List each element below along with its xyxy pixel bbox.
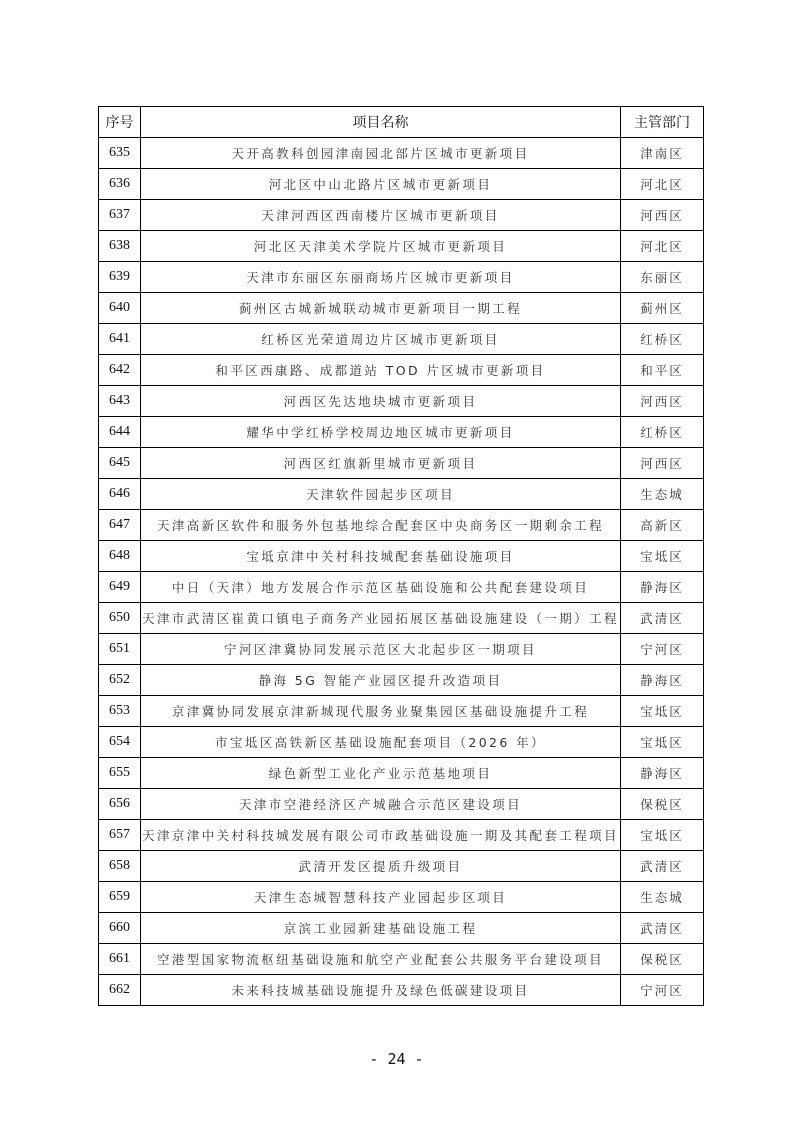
table-row bbox=[99, 789, 704, 820]
row-seq: 648 bbox=[99, 541, 141, 572]
row-seq: 641 bbox=[99, 324, 141, 355]
row-project-name: 宁河区津冀协同发展示范区大北起步区一期项目 bbox=[141, 634, 621, 665]
row-department: 宝坻区 bbox=[621, 541, 704, 572]
row-project-name: 天津市武清区崔黄口镇电子商务产业园拓展区基础设施建设（一期）工程 bbox=[141, 603, 621, 634]
row-seq: 647 bbox=[99, 510, 141, 541]
row-seq: 651 bbox=[99, 634, 141, 665]
row-seq: 662 bbox=[99, 975, 141, 1006]
table-row bbox=[99, 138, 704, 169]
row-project-name: 红桥区光荣道周边片区城市更新项目 bbox=[141, 324, 621, 355]
row-project-name: 京津冀协同发展京津新城现代服务业聚集园区基础设施提升工程 bbox=[141, 696, 621, 727]
table-row bbox=[99, 169, 704, 200]
project-table bbox=[98, 106, 704, 1006]
row-project-name: 河北区中山北路片区城市更新项目 bbox=[141, 169, 621, 200]
row-department: 生态城 bbox=[621, 882, 704, 913]
row-project-name: 武清开发区提质升级项目 bbox=[141, 851, 621, 882]
table-row bbox=[99, 758, 704, 789]
table-row bbox=[99, 293, 704, 324]
row-department: 河北区 bbox=[621, 169, 704, 200]
header-department: 主管部门 bbox=[621, 107, 704, 138]
row-seq: 653 bbox=[99, 696, 141, 727]
row-department: 红桥区 bbox=[621, 324, 704, 355]
row-department: 静海区 bbox=[621, 572, 704, 603]
row-project-name: 天津京津中关村科技城发展有限公司市政基础设施一期及其配套工程项目 bbox=[141, 820, 621, 851]
row-project-name: 天津生态城智慧科技产业园起步区项目 bbox=[141, 882, 621, 913]
row-seq: 650 bbox=[99, 603, 141, 634]
row-project-name: 京滨工业园新建基础设施工程 bbox=[141, 913, 621, 944]
table-row bbox=[99, 510, 704, 541]
table-row bbox=[99, 200, 704, 231]
row-project-name: 市宝坻区高铁新区基础设施配套项目（2026 年） bbox=[141, 727, 621, 758]
table-row bbox=[99, 882, 704, 913]
row-department: 红桥区 bbox=[621, 417, 704, 448]
table-row bbox=[99, 913, 704, 944]
row-department: 东丽区 bbox=[621, 262, 704, 293]
row-project-name: 静海 5G 智能产业园区提升改造项目 bbox=[141, 665, 621, 696]
row-project-name: 空港型国家物流枢纽基础设施和航空产业配套公共服务平台建设项目 bbox=[141, 944, 621, 975]
row-department: 河西区 bbox=[621, 386, 704, 417]
row-seq: 642 bbox=[99, 355, 141, 386]
row-project-name: 天津市空港经济区产城融合示范区建设项目 bbox=[141, 789, 621, 820]
row-department: 宝坻区 bbox=[621, 820, 704, 851]
table-row bbox=[99, 417, 704, 448]
row-seq: 637 bbox=[99, 200, 141, 231]
row-department: 宁河区 bbox=[621, 634, 704, 665]
row-department: 宁河区 bbox=[621, 975, 704, 1006]
row-project-name: 蓟州区古城新城联动城市更新项目一期工程 bbox=[141, 293, 621, 324]
header-seq: 序号 bbox=[99, 107, 141, 138]
row-department: 河西区 bbox=[621, 448, 704, 479]
row-seq: 636 bbox=[99, 169, 141, 200]
row-department: 蓟州区 bbox=[621, 293, 704, 324]
row-seq: 658 bbox=[99, 851, 141, 882]
row-department: 静海区 bbox=[621, 758, 704, 789]
table-row bbox=[99, 975, 704, 1006]
row-seq: 660 bbox=[99, 913, 141, 944]
row-department: 武清区 bbox=[621, 851, 704, 882]
table-header-row bbox=[99, 107, 704, 138]
row-project-name: 河西区红旗新里城市更新项目 bbox=[141, 448, 621, 479]
row-department: 河北区 bbox=[621, 231, 704, 262]
row-seq: 652 bbox=[99, 665, 141, 696]
row-project-name: 未来科技城基础设施提升及绿色低碳建设项目 bbox=[141, 975, 621, 1006]
table-body bbox=[99, 138, 704, 1006]
row-seq: 655 bbox=[99, 758, 141, 789]
row-seq: 661 bbox=[99, 944, 141, 975]
row-seq: 635 bbox=[99, 138, 141, 169]
table-row bbox=[99, 944, 704, 975]
page-number: - 24 - bbox=[369, 1050, 424, 1068]
row-department: 宝坻区 bbox=[621, 727, 704, 758]
row-department: 武清区 bbox=[621, 603, 704, 634]
table-row bbox=[99, 727, 704, 758]
row-seq: 645 bbox=[99, 448, 141, 479]
row-project-name: 河西区先达地块城市更新项目 bbox=[141, 386, 621, 417]
table-row bbox=[99, 231, 704, 262]
row-seq: 640 bbox=[99, 293, 141, 324]
row-project-name: 中日（天津）地方发展合作示范区基础设施和公共配套建设项目 bbox=[141, 572, 621, 603]
row-project-name: 河北区天津美术学院片区城市更新项目 bbox=[141, 231, 621, 262]
row-project-name: 和平区西康路、成都道站 TOD 片区城市更新项目 bbox=[141, 355, 621, 386]
row-department: 武清区 bbox=[621, 913, 704, 944]
row-project-name: 天津高新区软件和服务外包基地综合配套区中央商务区一期剩余工程 bbox=[141, 510, 621, 541]
table-row bbox=[99, 851, 704, 882]
table-row bbox=[99, 634, 704, 665]
row-seq: 657 bbox=[99, 820, 141, 851]
table-row bbox=[99, 603, 704, 634]
row-seq: 654 bbox=[99, 727, 141, 758]
table-row bbox=[99, 355, 704, 386]
row-project-name: 耀华中学红桥学校周边地区城市更新项目 bbox=[141, 417, 621, 448]
row-department: 保税区 bbox=[621, 944, 704, 975]
table-row bbox=[99, 572, 704, 603]
table-row bbox=[99, 820, 704, 851]
row-project-name: 天津市东丽区东丽商场片区城市更新项目 bbox=[141, 262, 621, 293]
row-department: 河西区 bbox=[621, 200, 704, 231]
row-department: 和平区 bbox=[621, 355, 704, 386]
row-seq: 659 bbox=[99, 882, 141, 913]
row-department: 津南区 bbox=[621, 138, 704, 169]
row-project-name: 天津软件园起步区项目 bbox=[141, 479, 621, 510]
row-seq: 649 bbox=[99, 572, 141, 603]
header-project-name: 项目名称 bbox=[141, 107, 621, 138]
row-department: 静海区 bbox=[621, 665, 704, 696]
row-project-name: 天津河西区西南楼片区城市更新项目 bbox=[141, 200, 621, 231]
table-row bbox=[99, 479, 704, 510]
row-department: 保税区 bbox=[621, 789, 704, 820]
table-row bbox=[99, 696, 704, 727]
row-project-name: 天开高教科创园津南园北部片区城市更新项目 bbox=[141, 138, 621, 169]
table-row bbox=[99, 262, 704, 293]
row-project-name: 绿色新型工业化产业示范基地项目 bbox=[141, 758, 621, 789]
table-row bbox=[99, 665, 704, 696]
row-department: 生态城 bbox=[621, 479, 704, 510]
table-row bbox=[99, 448, 704, 479]
row-department: 宝坻区 bbox=[621, 696, 704, 727]
table-row bbox=[99, 541, 704, 572]
table-row bbox=[99, 324, 704, 355]
table-row bbox=[99, 386, 704, 417]
row-seq: 656 bbox=[99, 789, 141, 820]
row-seq: 639 bbox=[99, 262, 141, 293]
row-seq: 643 bbox=[99, 386, 141, 417]
row-seq: 646 bbox=[99, 479, 141, 510]
row-seq: 644 bbox=[99, 417, 141, 448]
row-seq: 638 bbox=[99, 231, 141, 262]
row-department: 高新区 bbox=[621, 510, 704, 541]
row-project-name: 宝坻京津中关村科技城配套基础设施项目 bbox=[141, 541, 621, 572]
